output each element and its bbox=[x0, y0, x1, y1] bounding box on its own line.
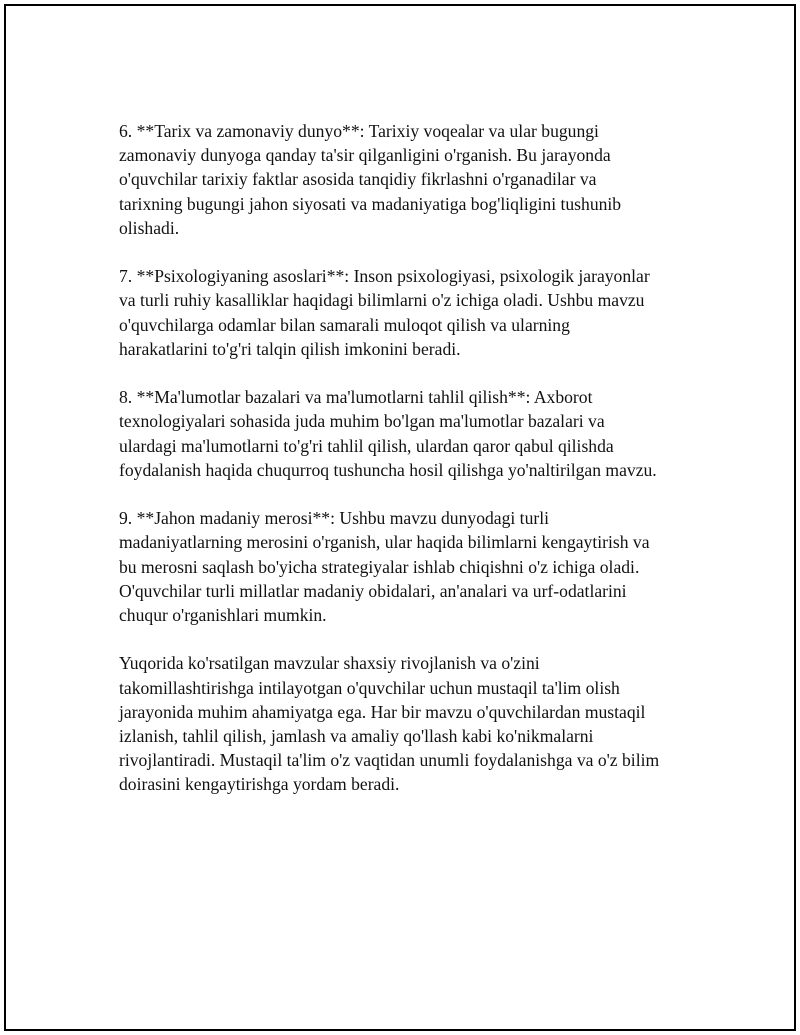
paragraph-conclusion: Yuqorida ko'rsatilgan mavzular shaxsiy rivojlanish va o'zini takomillashtirishga intilayotgan o'quvchilar uchun mustaqil ta'lim olish jarayonida muhim ahamiyatga ega. Har bir mavzu o'quvchilardan mustaqil izlanish, tahlil qilish, jamlash va amaliy qo'llash kabi ko'nikmalarni rivojlantiradi. Mustaqil ta'lim o'z vaqtidan unumli foydalanishga va o'z bilim doirasini kengaytirishga yordam beradi. bbox=[119, 653, 660, 795]
paragraph-topic-7: 7. **Psixologiyaning asoslari**: Inson psixologiyasi, psixologik jarayonlar va turli ruhiy kasalliklar haqidagi bilimlarni o'z ichiga oladi. Ushbu mavzu o'quvchilarga odamlar bilan samarali muloqot qilish va ularning harakatlarini to'g'ri talqin qilish imkonini beradi. bbox=[119, 266, 650, 359]
paragraph-topic-8: 8. **Ma'lumotlar bazalari va ma'lumotlarni tahlil qilish**: Axborot texnologiyalari sohasida juda muhim bo'lgan ma'lumotlar bazalari va ulardagi ma'lumotlarni to'g'ri tahlil qilish, ulardan qaror qabul qilishda foydalanish haqida chuqurroq tushuncha hosil qilishga yo'naltirilgan mavzu. bbox=[119, 387, 657, 480]
paragraph-topic-6: 6. **Tarix va zamonaviy dunyo**: Tarixiy voqealar va ular bugungi zamonaviy dunyoga qanday ta'sir qilganligini o'rganish. Bu jarayonda o'quvchilar tarixiy faktlar asosida tanqidiy fikrlashni o'rganadilar va tarixning bugungi jahon siyosati va madaniyatiga bog'liqligini tushunib olishadi. bbox=[119, 121, 622, 238]
document-page bbox=[4, 4, 796, 1031]
paragraph-topic-9: 9. **Jahon madaniy merosi**: Ushbu mavzu dunyodagi turli madaniyatlarning merosini o'rganish, ular haqida bilimlarni kengaytirish va bu merosni saqlash bo'yicha strategiyalar ishlab chiqishni o'z ichiga oladi. O'quvchilar turli millatlar madaniy obidalari, an'analari va urf-odatlarini chuqur o'rganishlari mumkin. bbox=[119, 508, 650, 626]
document-body bbox=[119, 119, 697, 821]
